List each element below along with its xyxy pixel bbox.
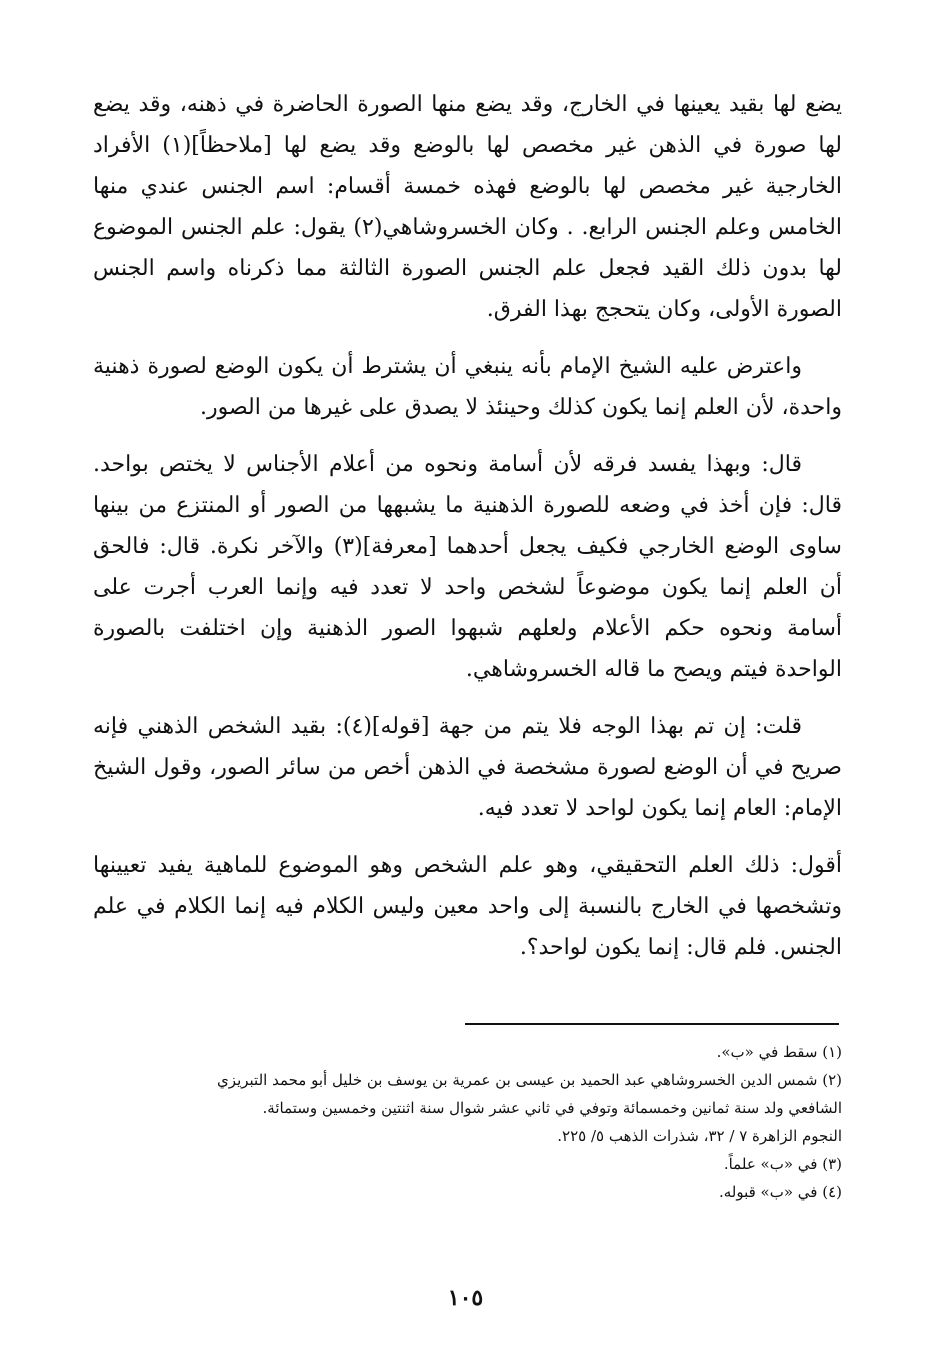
footnote-4: (٤) في «ب» قبوله.	[718, 1183, 842, 1201]
footnote-2: (٢) شمس الدين الخسروشاهي عبد الحميد بن عيسى بن عمرية بن يوسف بن خليل أبو محمد التبريزي	[217, 1071, 842, 1089]
footnote-separator	[465, 1023, 839, 1025]
paragraph-3	[93, 444, 842, 690]
paragraph-2-text: واعترض عليه الشيخ الإمام بأنه ينبغي أن يشترط أن يكون الوضع لصورة ذهنية واحدة، لأن العلم إنما يكون كذلك وحينئذ لا يصدق على غيرها من الصور.	[93, 354, 842, 420]
footnote-2-continuation: الشافعي ولد سنة ثمانين وخمسمائة وتوفي في ثاني عشر شوال سنة اثنتين وخمسين وستمائة.	[262, 1099, 842, 1117]
footnote-2-reference: النجوم الزاهرة ٧ / ٣٢، شذرات الذهب ٥/ ٢٢٥.	[557, 1127, 842, 1145]
footnote-1: (١) سقط في «ب».	[716, 1043, 842, 1061]
paragraph-3-text: قال: وبهذا يفسد فرقه لأن أسامة ونحوه من أعلام الأجناس لا يختص بواحد. قال: فإن أخذ في وضعه للصورة الذهنية ما يشبهها من الصور أو المنتزع من بينها ساوى الوضع الخارجي فكيف يجعل أحدهما [معرفة](٣) والآخر نكرة. قال: فالحق أن العلم إنما يكون موضوعاً لشخص واحد لا تعدد فيه وإنما العرب أجرت على أسامة ونحوه حكم الأعلام ولعلهم شبهوا الصور الذهنية وإن اختلفت بالصورة الواحدة فيتم ويصح ما قاله الخسروشاهي.	[93, 452, 842, 682]
paragraph-4	[93, 706, 842, 829]
footnote-3: (٣) في «ب» علماً.	[723, 1155, 842, 1173]
main-text	[93, 84, 842, 984]
paragraph-4-text: قلت: إن تم بهذا الوجه فلا يتم من جهة [قوله](٤): بقيد الشخص الذهني فإنه صريح في أن الوضع لصورة مشخصة في الذهن أخص من سائر الصور، وقول الشيخ الإمام: العام إنما يكون لواحد لا تعدد فيه.	[93, 714, 842, 821]
footnotes	[93, 1038, 842, 1206]
paragraph-1: يضع لها بقيد يعينها في الخارج، وقد يضع منها الصورة الحاضرة في ذهنه، وقد يضع لها صورة في الذهن غير مخصص لها بالوضع وقد يضع لها [ملاحظاً](١) الأفراد الخارجية غير مخصص لها بالوضع فهذه خمسة أقسام: اسم الجنس عندي منها الخامس وعلم الجنس الرابع. . وكان الخسروشاهي(٢) يقول: علم الجنس الموضوع لها بدون ذلك القيد فجعل علم الجنس الصورة الثالثة مما ذكرناه واسم الجنس الصورة الأولى، وكان يتحجج بهذا الفرق.	[93, 92, 842, 322]
paragraph-2	[93, 346, 842, 428]
page-number: ١٠٥	[447, 1285, 484, 1311]
paragraph-5: أقول: ذلك العلم التحقيقي، وهو علم الشخص وهو الموضوع للماهية يفيد تعيينها وتشخصها في الخارج بالنسبة إلى واحد معين وليس الكلام فيه إنما الكلام في علم الجنس. فلم قال: إنما يكون لواحد؟.	[93, 853, 842, 960]
